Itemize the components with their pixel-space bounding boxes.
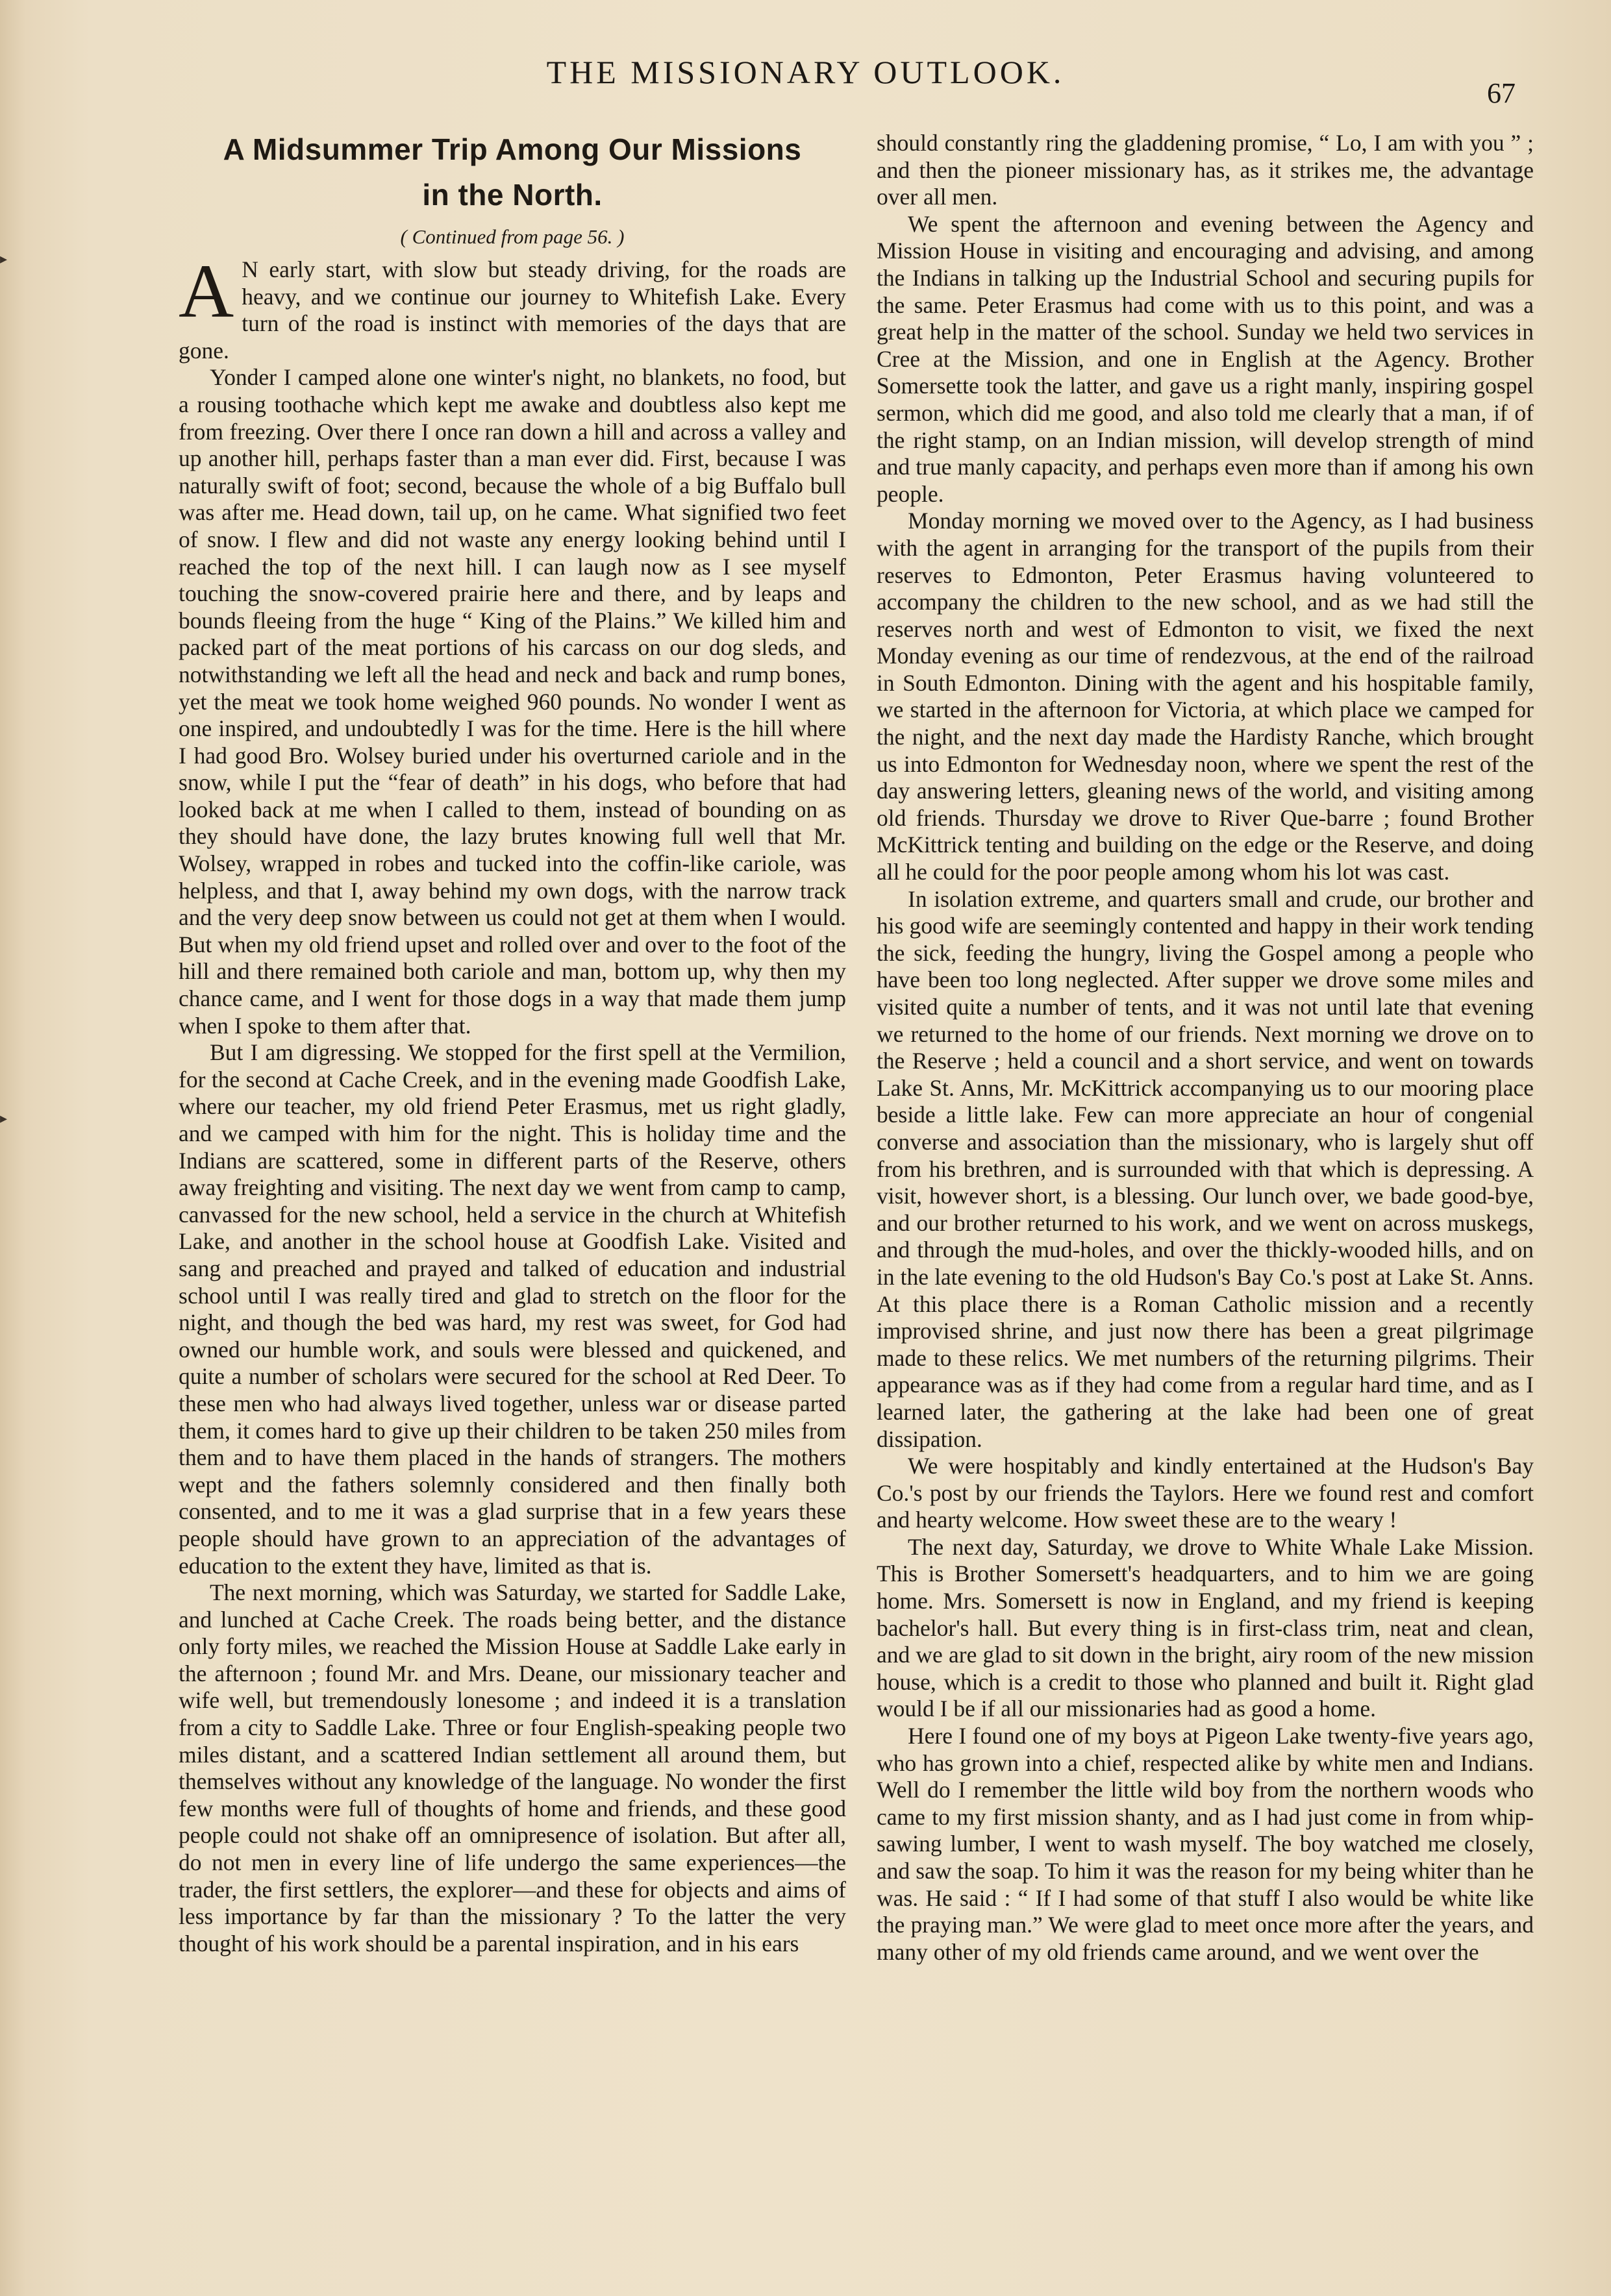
article-title-line2: in the North.: [422, 178, 603, 212]
page-number: 67: [1487, 77, 1516, 109]
margin-mark: ▸: [0, 1110, 8, 1126]
drop-cap: A: [179, 249, 234, 334]
paragraph: A N early start, with slow but steady driving, for the roads are heavy, and we continue our journey to Whitefish Lake. Every turn of the road is instinct with memories of the days that are gone.: [179, 249, 846, 364]
paragraph: The next day, Saturday, we drove to White Whale Lake Mission. This is Brother Somersett's headquarters, and to him we are going home. Mrs. Somersett is now in England, and my friend is keeping bachelor's hall. But every thing is in first-class trim, neat and clean, and we are glad to sit down in the bright, airy room of the new mission house, which is a credit to those who planned and built it. Right glad would I be if all our missionaries had as good a home.: [877, 1533, 1534, 1722]
left-column: [179, 127, 846, 1957]
continued-note: ( Continued from page 56. ): [400, 225, 625, 248]
paragraph: Yonder I camped alone one winter's night, no blankets, no food, but a rousing toothache which kept me awake and doubtless also kept me from freezing. Over there I once ran down a hill and across a valley and up another hill, perhaps faster than a man ever did. First, because I was naturally swift of foot; second, because the whole of a big Buffalo bull was after me. Head down, tail up, on he came. What signified two feet of snow. I flew and did not waste any energy looking behind until I reached the top of the next hill. I can laugh now as I see myself touching the snow-covered prairie here and there, and by leaps and bounds fleeing from the huge “ King of the Plains.” We killed him and packed part of the meat portions of his carcass on our dog sleds, and notwithstanding we left all the head and neck and back and rump bones, yet the meat we took home weighed 960 pounds. No wonder I went as one inspired, and undoubtedly I was for the time. Here is the hill where I had good Bro. Wolsey buried under his overturned cariole and in the snow, while I put the “fear of death” in his dogs, who before that had looked back at me when I called to them, instead of bounding on as they should have done, the lazy brutes knowing full well that Mr. Wolsey, wrapped in robes and tucked into the coffin-like cariole, was helpless, and that I, away behind my own dogs, with the narrow track and the very deep snow between us could not get at them when I would. But when my old friend upset and rolled over and over to the foot of the hill and there remained both cariole and man, bottom up, why then my chance came, and I went for those dogs in a way that made them jump when I spoke to them after that.: [179, 364, 846, 1039]
paragraph: But I am digressing. We stopped for the first spell at the Vermilion, for the second at Cache Creek, and in the evening made Goodfish Lake, where our teacher, my old friend Peter Erasmus, met us right gladly, and we camped with him for the night. This is holiday time and the Indians are scattered, some in different parts of the Reserve, others away freighting and visiting. The next day we went from camp to camp, canvassed for the new school, held a service in the church at Whitefish Lake, and another in the school house at Goodfish Lake. Visited and sang and preached and prayed and talked of education and industrial school until I was really tired and glad to stretch on the floor for the night, and though the bed was hard, my rest was sweet, for God had owned our humble work, and souls were blessed and quickened, and quite a number of scholars were secured for the school at Red Deer. To these men who had always lived together, unless war or disease parted them, it comes hard to give up their children to be taken 250 miles from them and to have them placed in the hands of strangers. The mothers wept and the fathers solemnly considered and then finally both consented, and to me it was a glad surprise that in a few years these people should have grown to an appreciation of the advantages of education to the extent they have, limited as that is.: [179, 1039, 846, 1579]
paragraph: Monday morning we moved over to the Agency, as I had business with the agent in arranging for the transport of the pupils from their reserves to Edmonton, Peter Erasmus having volunteered to accompany the children to the new school, and as we had still the reserves north and west of Edmonton to visit, we fixed the next Monday evening as our time of rendezvous, at the end of the railroad in South Edmonton. Dining with the agent and his hospitable family, we started in the afternoon for Victoria, at which place we camped for the night, and the next day made the Hardisty Ranche, which brought us into Edmonton for Wednesday noon, where we spent the rest of the day answering letters, gleaning news of the world, and visiting among old friends. Thursday we drove to River Que-barre ; found Brother McKittrick tenting and building on the edge or the Reserve, and doing all he could for the poor people among whom his lot was cast.: [877, 508, 1534, 885]
paragraph: should constantly ring the gladdening promise, “ Lo, I am with you ” ; and then the pioneer missionary has, as it strikes me, the advantage over all men.: [877, 130, 1534, 210]
right-column: [877, 130, 1534, 1966]
paragraph: We spent the afternoon and evening between the Agency and Mission House in visiting and encouraging and advising, and among the Indians in talking up the Industrial School and securing pupils for the same. Peter Erasmus had come with us to this point, and was a great help in the matter of the school. Sunday we held two services in Cree at the Mission, and one in English at the Agency. Brother Somersette took the latter, and gave us a right manly, inspiring gospel sermon, which did me good, and also told me clearly that a man, if of the right stamp, on an Indian mission, will develop strength of mind and true manly capacity, and perhaps even more than if among his own people.: [877, 210, 1534, 507]
running-head: THE MISSIONARY OUTLOOK.: [546, 54, 1065, 90]
article-title: [179, 127, 846, 217]
paragraph: In isolation extreme, and quarters small and crude, our brother and his good wife are seemingly contented and happy in their work tending the sick, feeding the hungry, living the Gospel among a people who have been too long neglected. After supper we drove some miles and visited quite a number of tents, and it was not until late that evening we returned to the home of our friends. Next morning we drove on to the Reserve ; held a council and a short service, and went on towards Lake St. Anns, Mr. McKittrick accompanying us to our mooring place beside a little lake. Few can more appreciate an hour of congenial converse and association than the missionary, who is largely shut off from his brethren, and is surrounded with that which is depressing. A visit, however short, is a blessing. Our lunch over, we bade good-bye, and our brother returned to his work, and we went on across muskegs, and through the mud-holes, and over the thickly-wooded hills, and on in the late evening to the old Hudson's Bay Co.'s post at Lake St. Anns. At this place there is a Roman Catholic mission and a recently improvised shrine, and just now there has been a great pilgrimage made to these relics. We met numbers of the returning pilgrims. Their appearance was as if they had come from a regular hard time, and as I learned later, the gathering at the lake had been one of great dissipation.: [877, 885, 1534, 1452]
paragraph: The next morning, which was Saturday, we started for Saddle Lake, and lunched at Cache Creek. The roads being better, and the distance only forty miles, we reached the Mission House at Saddle Lake early in the afternoon ; found Mr. and Mrs. Deane, our missionary teacher and wife well, but tremendously lonesome ; and indeed it is a translation from a city to Saddle Lake. Three or four English-speaking people two miles distant, and a scattered Indian settlement all around them, but themselves without any knowledge of the language. No wonder the first few months were full of thoughts of home and friends, and these good people could not shake off an omnipresence of isolation. But after all, do not men in every line of life undergo the same experiences—the trader, the first settlers, the explorer—and these for objects and aims of less importance by far than the missionary ? To the latter the very thought of his work should be a parental inspiration, and in his ears: [179, 1579, 846, 1957]
margin-mark: ▸: [0, 251, 8, 267]
paragraph: Here I found one of my boys at Pigeon Lake twenty-five years ago, who has grown into a chief, respected alike by white men and Indians. Well do I remember the little wild boy from the northern woods who came to my first mission shanty, and as I had just come in from whip-sawing lumber, I went to wash myself. The boy watched me closely, and saw the soap. To him it was the reason for my being whiter than he was. He said : “ If I had some of that stuff I also would be white like the praying man.” We were glad to meet once more after the years, and many other of my old friends came around, and we went over the: [877, 1723, 1534, 1965]
article-title-line1: A Midsummer Trip Among Our Missions: [223, 132, 802, 166]
paragraph: We were hospitably and kindly entertained at the Hudson's Bay Co.'s post by our friends the Taylors. Here we found rest and comfort and hearty welcome. How sweet these are to the weary !: [877, 1453, 1534, 1533]
